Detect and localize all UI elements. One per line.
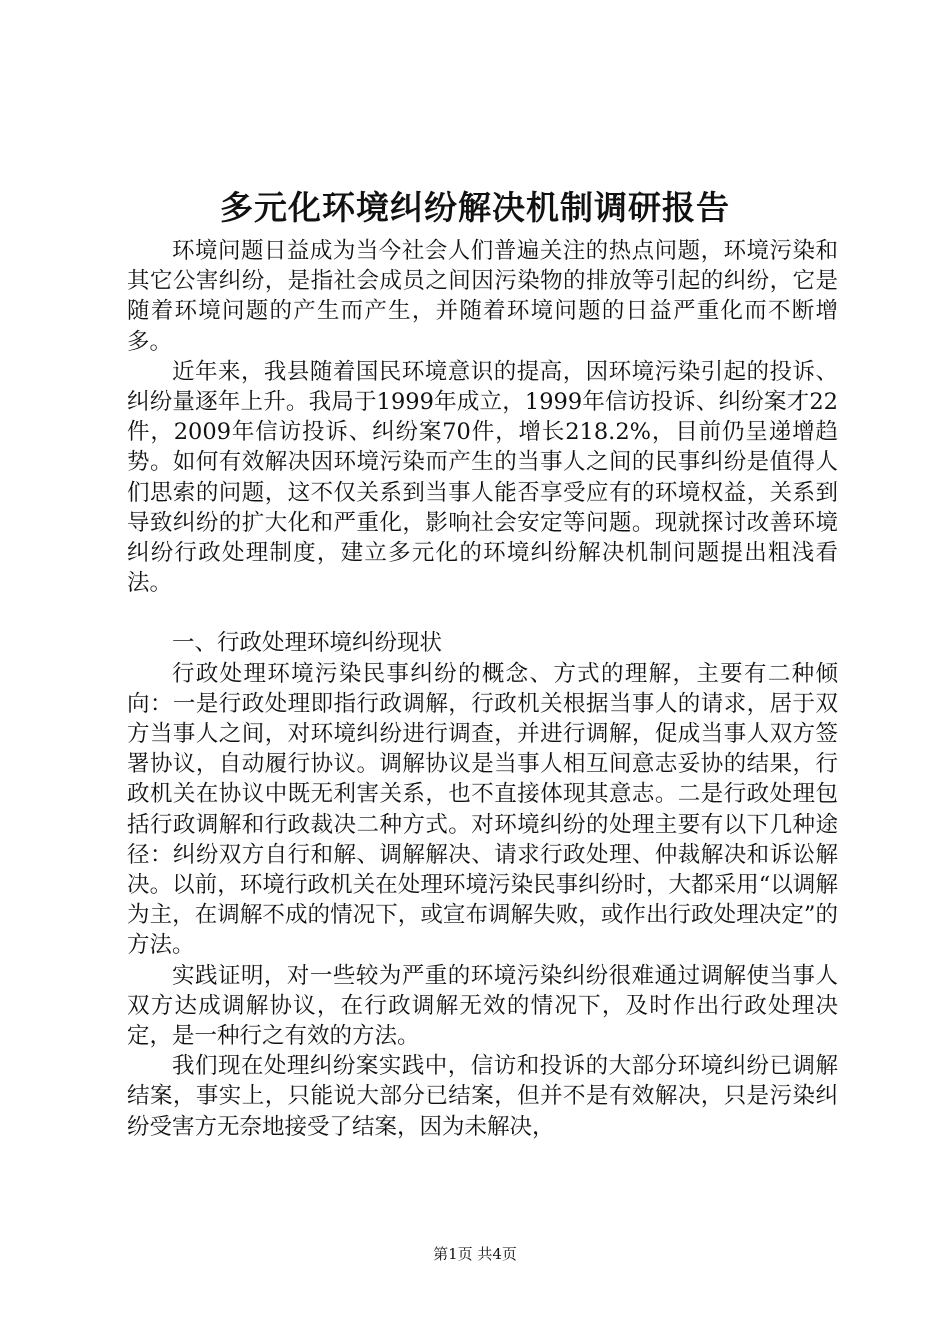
section-heading: 一、行政处理环境纠纷现状	[172, 630, 443, 657]
page-footer: 第1页 共4页	[433, 1245, 517, 1263]
paragraph-practice-proof: 实践证明，对一些较为严重的环境污染纠纷很难通过调解使当事人双方达成调解协议，在行政调解无效的情况下，及时作出行政处理决定，是一种行之有效的方法。	[127, 962, 838, 1050]
paragraph-admin-handling: 行政处理环境污染民事纠纷的概念、方式的理解，主要有二种倾向：一是行政处理即指行政调解，行政机关根据当事人的请求，居于双方当事人之间，对环境纠纷进行调查，并进行调解，促成当事人双方签署协议，自动履行协议。调解协议是当事人相互间意志妥协的结果，行政机关在协议中既无利害关系，也不直接体现其意志。二是行政处理包括行政调解和行政裁决二种方式。对环境纠纷的处理主要有以下几种途径：纠纷双方自行和解、调解解决、请求行政处理、仲裁解决和诉讼解决。以前，环境行政机关在处理环境污染民事纠纷时，大都采用“以调解为主，在调解不成的情况下，或宣布调解失败，或作出行政处理决定”的方法。	[127, 660, 838, 959]
document-title: 多元化环境纠纷解决机制调研报告	[220, 188, 730, 227]
paragraph-background: 近年来，我县随着国民环境意识的提高，因环境污染引起的投诉、纠纷量逐年上升。我局于1999年成立，1999年信访投诉、纠纷案才22件，2009年信访投诉、纠纷案70件，增长218.2%，目前仍呈递增趋势。如何有效解决因环境污染而产生的当事人之间的民事纠纷是值得人们思索的问题，这不仅关系到当事人能否享受应有的环境权益，关系到导致纠纷的扩大化和严重化，影响社会安定等问题。现就探讨改善环境纠纷行政处理制度，建立多元化的环境纠纷解决机制问题提出粗浅看法。	[127, 358, 838, 597]
paragraph-current-practice: 我们现在处理纠纷案实践中，信访和投诉的大部分环境纠纷已调解结案，事实上，只能说大部分已结案，但并不是有效解决，只是污染纠纷受害方无奈地接受了结案，因为未解决，	[127, 1053, 838, 1140]
paragraph-intro: 环境问题日益成为当今社会人们普遍关注的热点问题，环境污染和其它公害纠纷，是指社会成员之间因污染物的排放等引起的纠纷，它是随着环境问题的产生而产生，并随着环境问题的日益严重化而不断增多。	[127, 238, 838, 355]
document-body	[127, 236, 838, 1142]
